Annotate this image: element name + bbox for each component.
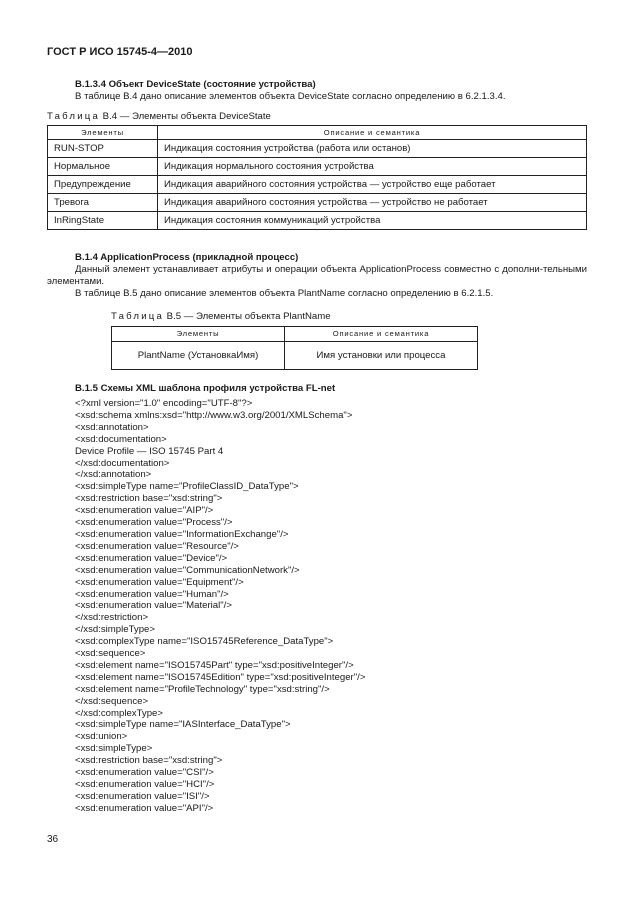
- code-line: <xsd:element name="ISO15745Edition" type="xsd:positiveInteger"/>: [75, 671, 366, 683]
- standard-header: ГОСТ Р ИСО 15745-4—2010: [47, 46, 193, 58]
- code-line: <xsd:enumeration value="Material"/>: [75, 600, 232, 612]
- code-line: <xsd:enumeration value="API"/>: [75, 802, 214, 814]
- code-line: <xsd:documentation>: [75, 433, 167, 445]
- table-cell: Индикация аварийного состояния устройства — устройство еще работает: [158, 176, 587, 194]
- code-line: </xsd:complexType>: [75, 707, 163, 719]
- code-line: <xsd:enumeration value="CommunicationNetwork"/>: [75, 564, 300, 576]
- code-line: <xsd:enumeration value="InformationExchange"/>: [75, 528, 289, 540]
- column-header: Описание и семантика: [285, 327, 478, 342]
- code-line: <xsd:restriction base="xsd:string">: [75, 755, 223, 767]
- code-line: </xsd:sequence>: [75, 695, 149, 707]
- code-line: <xsd:union>: [75, 731, 128, 743]
- code-line: <xsd:annotation>: [75, 421, 149, 433]
- section-heading: B.1.3.4 Объект DeviceState (состояние устройства): [75, 79, 316, 90]
- table-cell: PlantName (УстановкаИмя): [112, 342, 285, 370]
- table-cell: Нормальное: [48, 158, 158, 176]
- code-line: <xsd:sequence>: [75, 648, 146, 660]
- table-row: [112, 342, 478, 370]
- table-caption: [47, 111, 271, 123]
- caption-prefix: Таблица: [47, 111, 101, 122]
- code-line: </xsd:annotation>: [75, 469, 152, 481]
- table-cell: Имя установки или процесса: [285, 342, 478, 370]
- table-cell: Индикация нормального состояния устройства: [158, 158, 587, 176]
- code-line: <xsd:simpleType name="IASInterface_DataType">: [75, 719, 291, 731]
- code-line: <xsd:enumeration value="AIP"/>: [75, 505, 214, 517]
- table-cell: RUN-STOP: [48, 140, 158, 158]
- code-line: <xsd:enumeration value="Human"/>: [75, 588, 229, 600]
- table-cell: Предупреждение: [48, 176, 158, 194]
- column-header: Элементы: [48, 126, 158, 140]
- table-caption: [111, 311, 331, 323]
- table-cell: Тревога: [48, 194, 158, 212]
- section-b14: [47, 252, 587, 300]
- code-line: <xsd:enumeration value="CSI"/>: [75, 767, 214, 779]
- code-line: <xsd:enumeration value="Equipment"/>: [75, 576, 244, 588]
- code-line: <xsd:element name="ISO15745Part" type="xsd:positiveInteger"/>: [75, 659, 354, 671]
- paragraph: В таблице B.5 дано описание элементов объекта PlantName согласно определению в 6.2.1.5.: [75, 288, 494, 299]
- table-row: [48, 158, 587, 176]
- caption-text: B.4 — Элементы объекта DeviceState: [100, 111, 271, 122]
- caption-text: B.5 — Элементы объекта PlantName: [164, 311, 331, 322]
- page-number: 36: [47, 834, 59, 845]
- code-line: </xsd:simpleType>: [75, 624, 155, 636]
- code-line: <xsd:restriction base="xsd:string">: [75, 493, 223, 505]
- code-line: <xsd:enumeration value="Process"/>: [75, 517, 233, 529]
- code-line: <xsd:enumeration value="HCI"/>: [75, 779, 215, 790]
- section-b15: [47, 383, 587, 395]
- code-line: </xsd:restriction>: [75, 612, 149, 624]
- section-heading: B.1.5 Схемы XML шаблона профиля устройства FL-net: [75, 383, 336, 394]
- code-line: <xsd:schema xmlns:xsd="http://www.w3.org/2001/XMLSchema">: [75, 409, 353, 421]
- code-line: </xsd:documentation>: [75, 457, 170, 469]
- code-line: <?xml version="1.0" encoding="UTF-8"?>: [75, 398, 253, 409]
- elements-table-b5: [111, 326, 478, 370]
- table-cell: Индикация аварийного состояния устройства — устройство не работает: [158, 194, 587, 212]
- code-line: <xsd:element name="ProfileTechnology" type="xsd:string"/>: [75, 683, 330, 695]
- code-line: Device Profile — ISO 15745 Part 4: [75, 445, 224, 457]
- code-line: <xsd:enumeration value="Device"/>: [75, 552, 228, 564]
- code-line: <xsd:simpleType>: [75, 743, 153, 755]
- column-header: Элементы: [112, 327, 285, 342]
- table-row: [48, 212, 587, 230]
- xml-schema-listing: [75, 398, 365, 815]
- code-line: <xsd:simpleType name="ProfileClassID_DataType">: [75, 481, 299, 493]
- section-heading: B.1.4 ApplicationProcess (прикладной процесс): [75, 252, 299, 263]
- paragraph: В таблице B.4 дано описание элементов объекта DeviceState согласно определению в 6.2.1.3.4.: [75, 91, 506, 102]
- code-line: <xsd:enumeration value="ISI"/>: [75, 790, 210, 802]
- column-header: Описание и семантика: [158, 126, 587, 140]
- caption-prefix: Таблица: [111, 311, 165, 322]
- table-row: [48, 194, 587, 212]
- section-b134: [47, 79, 587, 103]
- table-row: [48, 176, 587, 194]
- table-cell: InRingState: [48, 212, 158, 230]
- table-cell: Индикация состояния коммуникаций устройства: [158, 212, 587, 230]
- paragraph: Данный элемент устанавливает атрибуты и операции объекта ApplicationProcess совместно с дополни-тельными элементами.: [47, 264, 587, 287]
- elements-table-b4: [47, 125, 587, 230]
- code-line: <xsd:complexType name="ISO15745Reference_DataType">: [75, 636, 334, 648]
- code-line: <xsd:enumeration value="Resource"/>: [75, 540, 239, 552]
- table-cell: Индикация состояния устройства (работа или останов): [158, 140, 587, 158]
- table-row: [48, 140, 587, 158]
